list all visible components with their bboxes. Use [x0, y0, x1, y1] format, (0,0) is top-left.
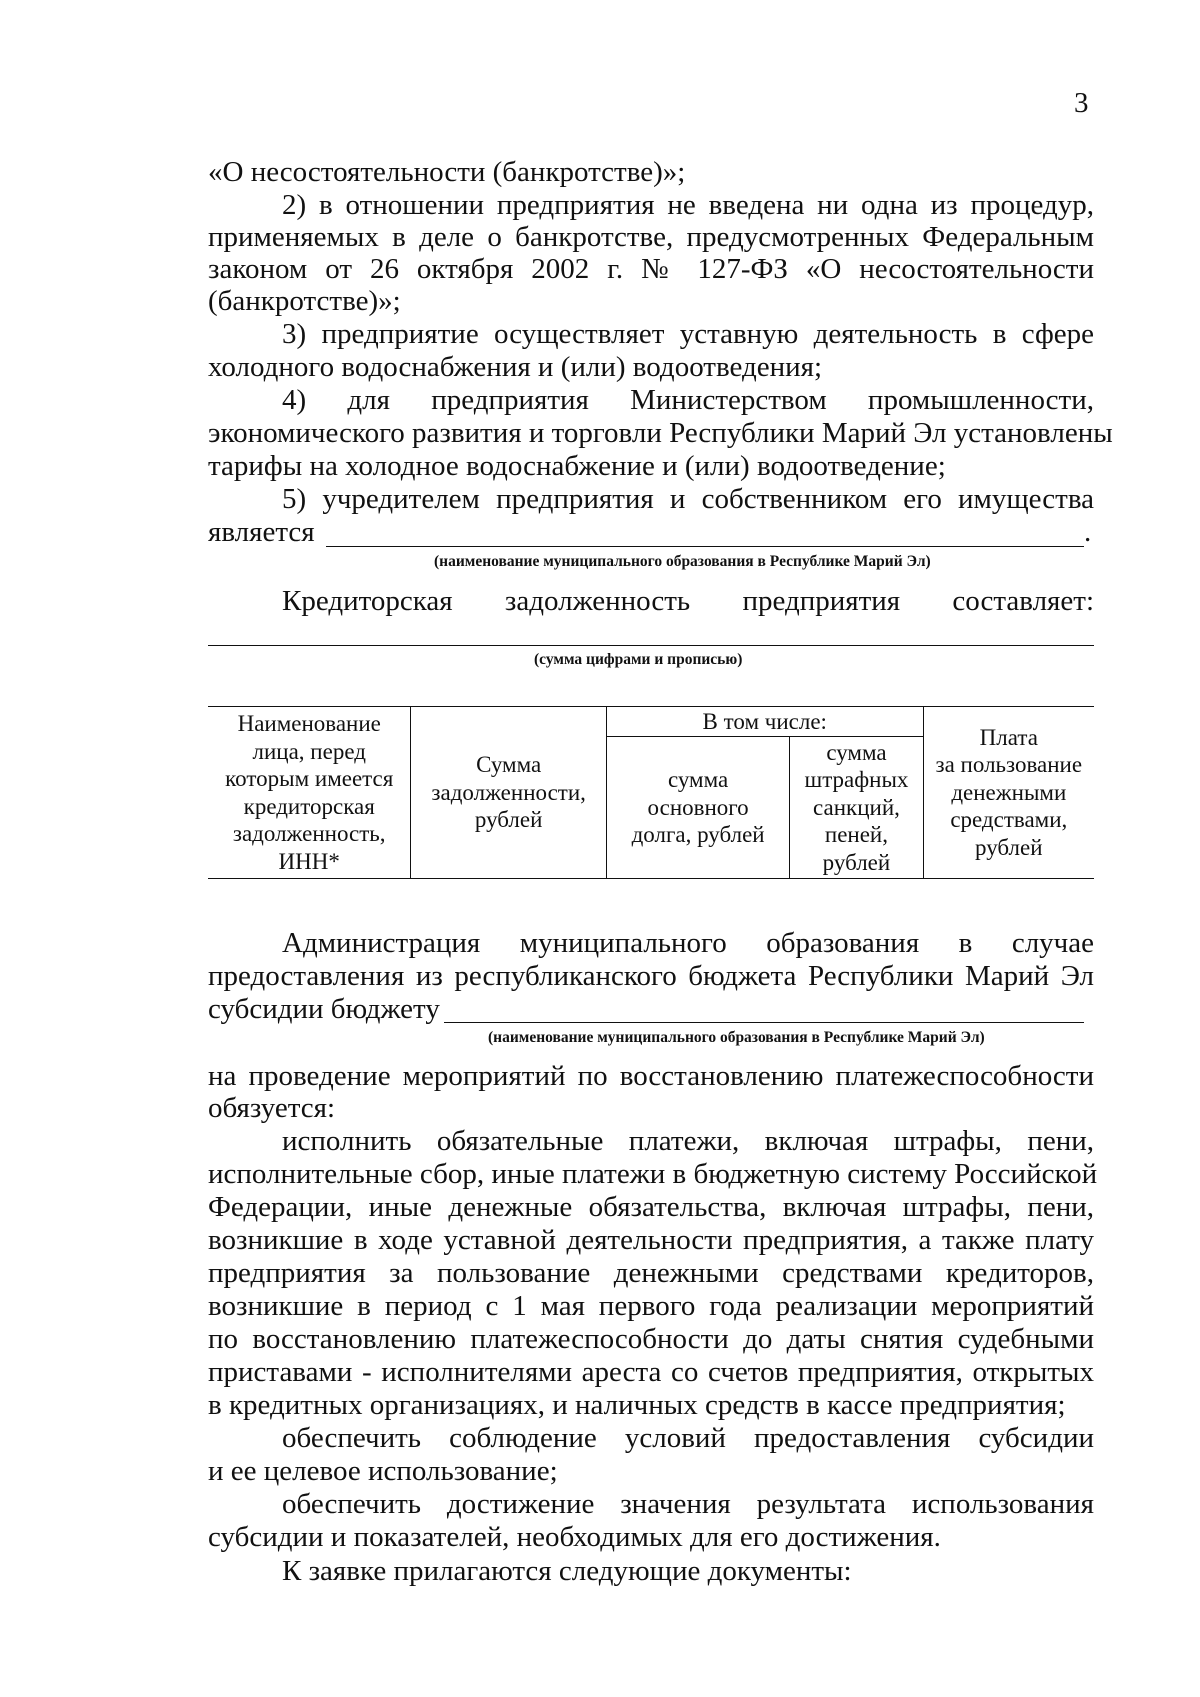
paragraph-line: предприятия за пользование денежными средствами кредиторов, — [208, 1257, 1094, 1289]
field-caption: (наименование муниципального образования в Республике Марий Эл) — [488, 1029, 985, 1046]
paragraph-line: 2) в отношении предприятия не введена ни одна из процедур, — [282, 189, 1094, 221]
paragraph-line: предоставления из республиканского бюджета Республики Марий Эл — [208, 960, 1094, 992]
page-number: 3 — [1074, 87, 1089, 119]
paragraph-line: приставами - исполнителями ареста со счетов предприятия, открытых — [208, 1356, 1094, 1388]
paragraph-line: экономического развития и торговли Республики Марий Эл установлены — [208, 417, 1113, 449]
paragraph-line: и ее целевое использование; — [208, 1455, 558, 1487]
paragraph-line: 4) для предприятия Министерством промышленности, — [282, 384, 1094, 416]
paragraph-line: обязуется: — [208, 1092, 336, 1124]
paragraph-line: исполнительные сбор, иные платежи в бюджетную систему Российской — [208, 1158, 1098, 1190]
paragraph-line: обеспечить соблюдение условий предоставления субсидии — [282, 1422, 1094, 1454]
field-caption: (сумма цифрами и прописью) — [534, 651, 743, 668]
paragraph-line: на проведение мероприятий по восстановлению платежеспособности — [208, 1060, 1094, 1092]
paragraph-line: 3) предприятие осуществляет уставную деятельность в сфере — [282, 318, 1094, 350]
table-header-cell: сумма основного долга, рублей — [606, 737, 789, 879]
paragraph-line: субсидии бюджету — [208, 993, 440, 1025]
fill-in-line — [208, 645, 1094, 646]
table-header-cell: Наименование лица, перед которым имеется кредиторская задолженность, ИНН* — [208, 707, 411, 879]
paragraph-line: является — [208, 516, 315, 548]
table-header-cell: В том числе: — [606, 707, 923, 737]
paragraph-line: К заявке прилагаются следующие документы: — [282, 1555, 852, 1587]
paragraph-line: Администрация муниципального образования в случае — [282, 927, 1094, 959]
creditor-debt-table — [208, 706, 1094, 879]
paragraph-line: законом от 26 октября 2002 г. № 127-ФЗ «О несостоятельности — [208, 253, 1094, 285]
table-header-cell: Сумма задолженности, рублей — [411, 707, 606, 879]
fill-in-line — [444, 1022, 1084, 1023]
paragraph-line: 5) учредителем предприятия и собственником его имущества — [282, 483, 1094, 515]
paragraph-line: обеспечить достижение значения результата использования — [282, 1488, 1094, 1520]
paragraph-line: (банкротстве)»; — [208, 285, 401, 317]
paragraph-line: по восстановлению платежеспособности до даты снятия судебными — [208, 1323, 1094, 1355]
paragraph-line: Федерации, иные денежные обязательства, включая штрафы, пени, — [208, 1191, 1094, 1223]
paragraph-line: тарифы на холодное водоснабжение и (или) водоотведение; — [208, 450, 946, 482]
paragraph-line: возникшие в ходе уставной деятельности предприятия, а также плату — [208, 1224, 1094, 1256]
paragraph-line: Кредиторская задолженность предприятия составляет: — [282, 585, 1094, 617]
paragraph-line: возникшие в период с 1 мая первого года реализации мероприятий — [208, 1290, 1094, 1322]
paragraph-line: «О несостоятельности (банкротстве)»; — [208, 156, 686, 188]
table-header-cell: Плата за пользование денежными средствами, рублей — [923, 707, 1094, 879]
table-header-cell: сумма штрафных санкций, пеней, рублей — [790, 737, 923, 879]
line-end-period: . — [1084, 516, 1092, 548]
paragraph-line: применяемых в деле о банкротстве, предусмотренных Федеральным — [208, 221, 1094, 253]
field-caption: (наименование муниципального образования в Республике Марий Эл) — [434, 553, 931, 570]
paragraph-line: холодного водоснабжения и (или) водоотведения; — [208, 351, 823, 383]
paragraph-line: исполнить обязательные платежи, включая штрафы, пени, — [282, 1125, 1094, 1157]
paragraph-line: субсидии и показателей, необходимых для его достижения. — [208, 1521, 941, 1553]
paragraph-line: в кредитных организациях, и наличных средств в кассе предприятия; — [208, 1389, 1066, 1421]
fill-in-line — [326, 546, 1084, 547]
